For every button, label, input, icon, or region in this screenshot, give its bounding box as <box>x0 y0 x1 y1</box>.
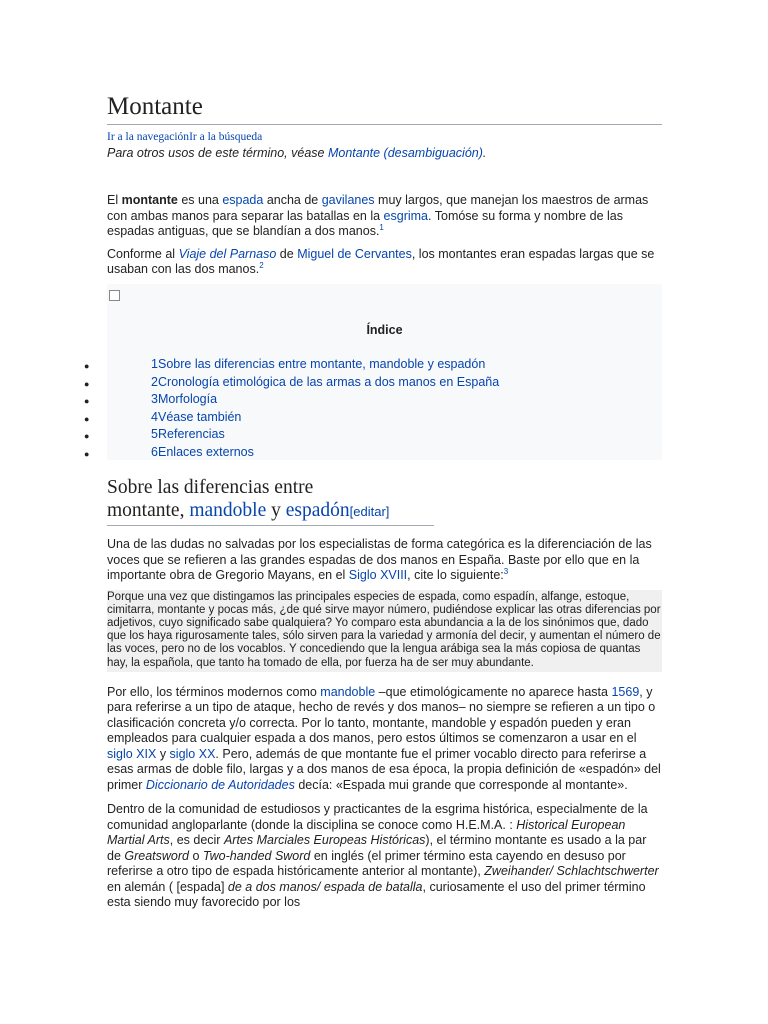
link-gavilanes[interactable]: gavilanes <box>321 193 375 207</box>
italic-term: Zweihander/ Schlachtschwerter <box>484 864 659 879</box>
reference-1-link[interactable]: 1 <box>379 222 384 232</box>
toc-number[interactable]: 1 <box>151 357 158 371</box>
italic-term: Historical European Martial Arts <box>107 817 626 848</box>
disambiguation-link[interactable]: Montante (desambiguación) <box>327 146 483 160</box>
toc-number[interactable]: 6 <box>151 444 158 459</box>
text: o <box>189 848 203 863</box>
heading-text: montante, <box>107 500 190 521</box>
toc-link[interactable]: Véase también <box>158 409 242 424</box>
bullet-icon: ● <box>84 361 90 371</box>
link-viaje-del-parnaso[interactable]: Viaje del Parnaso <box>178 246 277 261</box>
link-espada[interactable]: espada <box>222 193 264 207</box>
text: , los montantes eran espadas largas que se usaban con las dos manos. <box>107 246 655 276</box>
section-paragraph-2 <box>107 685 662 794</box>
section-diferencias <box>107 476 662 911</box>
text: Una de las dudas no salvadas por los especialistas de forma categórica es la diferenciación de las voces que se refieren a las grandes espadas de dos manos en España. Baste por ello que en la importante obra de Gregorio Mayans, en el <box>107 537 652 582</box>
italic-term: Two-handed Sword <box>202 848 311 863</box>
blockquote: Porque una vez que distingamos las principales especies de espada, como espadín, alfange, estoque, cimitarra, montante y pocas más, ¿de qué sirve mayor número, pudiéndose explicar las otras diferencias por adjetivos, cuyo significado sabe qualquiera? Yo comparo esta abundancia a la de los sinónimos que, dado que los haya rigurosamente tales, sólo sirven para la variedad y armonía del decir, y aumentan el número de las voces, pero no de los vocablos. Y concediendo que la lengua arábiga sea la más copiosa de quantas hay, la española, que tanto ha tomado de ella, por fuerza ha de ser muy abundante. <box>107 590 662 672</box>
toc-toggle-checkbox[interactable] <box>109 290 120 301</box>
hatnote-text: Para otros usos de este término, véase <box>107 146 328 160</box>
text: en alemán ( [espada] <box>107 879 228 894</box>
reference-2-link[interactable]: 2 <box>259 260 264 270</box>
article-header <box>107 92 662 278</box>
text: y <box>156 746 170 761</box>
text: ), el término montante es usado a la par de <box>107 833 647 863</box>
text: –que etimológicamente no aparece hasta <box>375 684 612 699</box>
heading-text: y <box>266 500 286 521</box>
toc-title: Índice <box>366 323 403 337</box>
italic-term: Greatsword <box>124 848 189 863</box>
toc-number[interactable]: 3 <box>151 392 158 406</box>
toc-number[interactable]: 4 <box>151 409 158 424</box>
hatnote-end: . <box>482 146 487 160</box>
text: , curiosamente el uso del primer término esta siendo muy favorecido por los <box>107 879 646 910</box>
link-1569[interactable]: 1569 <box>611 684 640 699</box>
bullet-icon: ● <box>84 431 90 441</box>
link-miguel-de-cervantes[interactable]: Miguel de Cervantes <box>297 246 412 261</box>
hatnote <box>107 145 662 161</box>
toc-link[interactable]: Cronología etimológica de las armas a dos manos en España <box>158 374 500 389</box>
jump-to-navigation-link[interactable]: Ir a la navegación <box>107 131 190 143</box>
text: , cite lo siguiente: <box>407 568 504 582</box>
toc-link[interactable]: Enlaces externos <box>158 444 254 459</box>
text: Dentro de la comunidad de estudiosos y practicantes de la esgrima histórica, especialmente de la comunidad angloparlante (donde la disciplina se conoce como H.E.M.A. : <box>107 802 648 832</box>
jump-links <box>107 130 662 144</box>
text: , y para referirse a un tipo de ataque, hecho de revés y dos manos– no siempre se refieren a un tipo o clasificación concreta y/o correcta. Por lo tanto, montante, mandoble y espadón pueden y eran empleados para cualquier espada a dos manos, pero estos últimos se comenzaron a usar en el <box>107 684 656 746</box>
text: Por ello, los términos modernos como <box>107 684 321 699</box>
text: es una <box>177 193 223 207</box>
bullet-icon: ● <box>84 413 90 424</box>
text: decía: «Espada mui grande que corresponde al montante». <box>294 777 628 792</box>
link-siglo-xx[interactable]: siglo XX <box>169 746 216 761</box>
section-paragraph-3 <box>107 802 662 911</box>
toc-link[interactable]: Referencias <box>158 427 225 441</box>
intro-paragraph-1 <box>107 193 662 240</box>
bullet-icon: ● <box>84 378 90 389</box>
italic-term: de a dos manos/ espada de batalla <box>227 879 423 894</box>
link-siglo-xviii[interactable]: Siglo XVIII <box>348 568 408 582</box>
text: . Tomóse su forma y nombre de las espadas antiguas, que se blandían a dos manos. <box>107 208 624 238</box>
heading-line-1: Sobre las diferencias entre <box>107 477 314 498</box>
heading-link-mandoble[interactable]: mandoble <box>189 500 267 521</box>
bullet-icon: ● <box>84 448 90 459</box>
toc-number[interactable]: 2 <box>151 374 158 389</box>
toc-link[interactable]: Sobre las diferencias entre montante, mandoble y espadón <box>158 357 486 371</box>
italic-term: Artes Marciales Europeas Históricas <box>223 833 426 848</box>
link-diccionario-de-autoridades[interactable]: Diccionario de Autoridades <box>145 777 295 792</box>
toc-number[interactable]: 5 <box>151 427 158 441</box>
reference-3-link[interactable]: 3 <box>503 566 509 576</box>
section-heading <box>107 476 434 526</box>
text: . Pero, además de que montante fue el primer vocablo directo para referirse a esas armas de doble filo, largas y a dos manos de esa época, la propia definición de «espadón» del primer <box>107 746 661 792</box>
toc-link[interactable]: Morfología <box>158 392 218 406</box>
link-esgrima[interactable]: esgrima <box>383 208 429 223</box>
text: Conforme al <box>107 246 179 261</box>
page-title: Montante <box>107 92 662 125</box>
text: de <box>276 246 298 261</box>
text: en inglés (el primer término esta cayendo en desuso por referirse a otro tipo de espada históricamente anterior al montante), <box>107 848 626 879</box>
link-siglo-xix[interactable]: siglo XIX <box>107 746 157 761</box>
text: muy largos, que manejan los maestros de armas con ambas manos para separar las batallas en la <box>107 193 649 223</box>
edit-section-link[interactable]: [editar] <box>349 504 390 519</box>
text: ancha de <box>263 193 322 207</box>
text: , es decir <box>169 833 224 848</box>
bullet-icon: ● <box>84 396 90 406</box>
heading-link-espadon[interactable]: espadón <box>285 500 350 521</box>
text: El <box>107 193 122 207</box>
section-paragraph-1 <box>107 537 662 584</box>
intro-paragraph-2 <box>107 247 662 278</box>
jump-to-search-link[interactable]: Ir a la búsqueda <box>189 131 263 143</box>
link-mandoble[interactable]: mandoble <box>320 684 376 699</box>
bold-term: montante <box>121 193 178 207</box>
